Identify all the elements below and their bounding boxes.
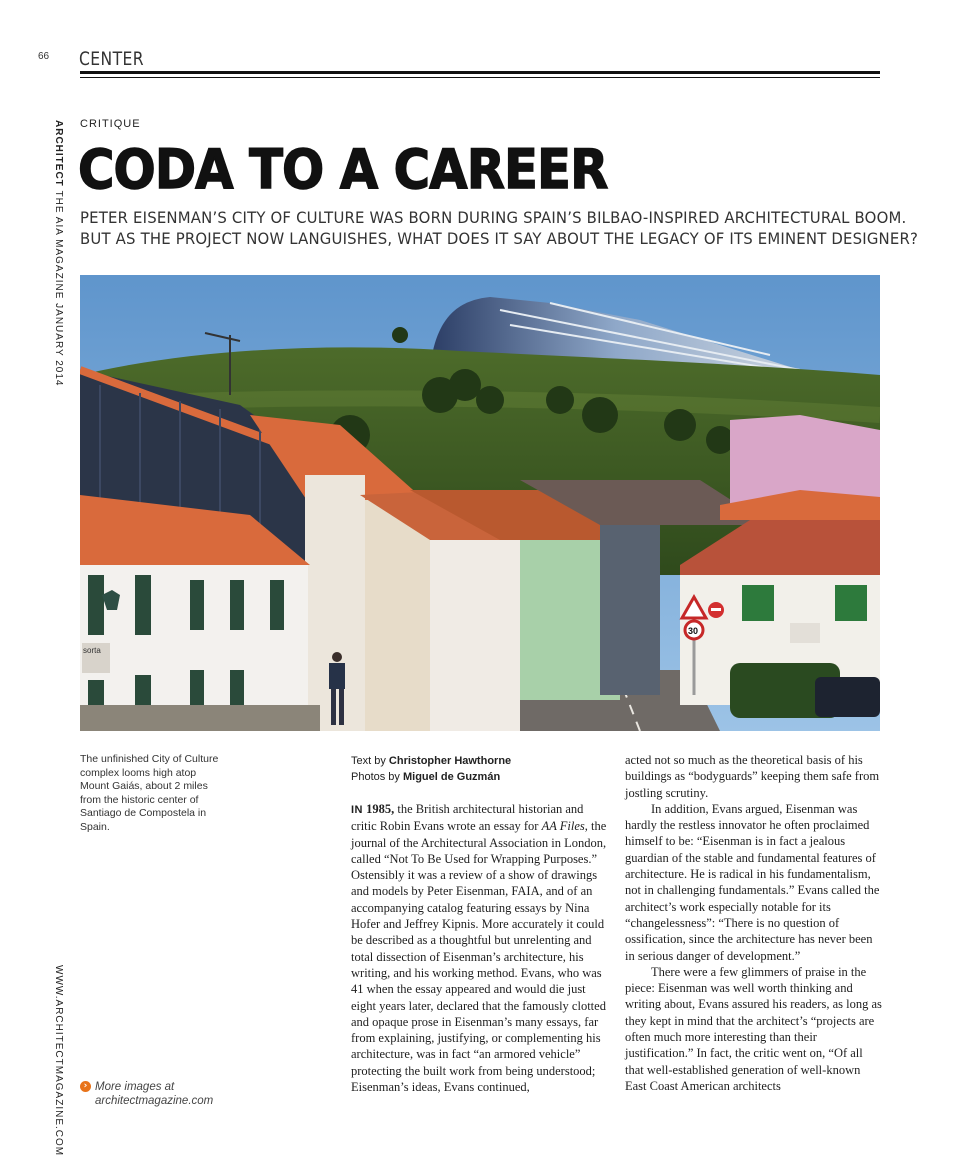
header-rule-thin (80, 77, 880, 78)
lead-year: 1985, (366, 802, 395, 816)
section-label: CENTER (79, 48, 145, 70)
magazine-name: ARCHITECT (53, 120, 64, 187)
body-para3: In addition, Evans argued, Eisenman was hardly the restless innovator he often proclaimed himself to be: “Eisenman is in fact a jealous guardian of the stable and fundamental features of architecture. He is radical in his fundamentalism, not in challenging fundamentals.” Evans called the architect’s work especially notable for its “changelessness”: “There is no question of ossification, since the architecture has never been in serious danger of development.” (625, 801, 880, 963)
body-column-2 (625, 752, 883, 1094)
speed-sign-text: 30 (688, 626, 699, 636)
deck-line-2: BUT AS THE PROJECT NOW LANGUISHES, WHAT DOES IT SAY ABOUT THE LEGACY OF ITS EMINENT DESIGNER? (80, 229, 919, 248)
arrow-right-icon: › (80, 1081, 91, 1092)
kicker: CRITIQUE (80, 118, 141, 130)
more-images-line1: More images at (95, 1081, 175, 1093)
hero-photo (80, 275, 880, 731)
more-images-line2[interactable]: architectmagazine.com (95, 1095, 214, 1107)
issue-date: JANUARY 2014 (53, 303, 64, 387)
shop-sign-text: sorta (83, 646, 101, 655)
vertical-url[interactable]: WWW.ARCHITECTMAGAZINE.COM (53, 965, 64, 1157)
headline: CODA TO A CAREER (78, 138, 608, 201)
more-images-link[interactable] (80, 1080, 213, 1108)
deck-line-1: PETER EISENMAN’S CITY OF CULTURE WAS BORN DURING SPAIN’S BILBAO-INSPIRED ARCHITECTURAL BOOM. (80, 208, 907, 227)
vertical-masthead (53, 120, 64, 387)
credits (351, 753, 511, 785)
body-para1-italic: AA Files (541, 819, 585, 834)
deck (80, 207, 919, 249)
body-para1-rest: , the journal of the Architectural Association in London, called “Not To Be Used for Wrapping Purposes.” Ostensibly it was a review of a show of drawings and models by Peter Eisenman, FAIA, and of an accompanying catalog featuring essays by Nina Hofer and Jeffrey Kipnis. More accurately it could be described as a thoughtful but unrelenting and total dissection of Eisenman’s architecture, his writing, and his working method. Evans, who was 41 when the essay appeared and would die just eight years later, declared that the famously clotted and opaque prose in Eisenman’s many essays, far from explaining, justifying, or complementing his architecture, was in fact “an armored vehicle” protecting the built work from being understood; Eisenman’s ideas, Evans continued, (351, 819, 607, 1095)
text-author: Christopher Hawthorne (388, 755, 512, 767)
magazine-subtitle: THE AIA MAGAZINE (53, 190, 64, 300)
body-para1: the British architectural historian and critic Robin Evans wrote an essay for (351, 802, 584, 834)
text-credit-label: Text by (351, 755, 386, 767)
body-para2: acted not so much as the theoretical basis of his buildings as “bodyguards” keeping them safe from jostling scrutiny. (625, 753, 880, 800)
page-number: 66 (38, 51, 50, 62)
photo-credit-label: Photos by (351, 771, 400, 783)
body-column-1 (351, 801, 609, 1095)
drop-cap: IN (351, 804, 363, 816)
body-para4: There were a few glimmers of praise in the piece: Eisenman was well worth thinking and writing about, Evans assured his readers, as long as they kept in mind that the architect’s “projects are often much more interesting than their justification.” In fact, the critic went on, “Of all that well-established generation of well-known East Coast American architects (625, 964, 882, 1093)
photo-author: Miguel de Guzmán (402, 771, 501, 783)
photo-caption: The unfinished City of Culture complex looms high atop Mount Gaiás, about 2 miles from the historic center of Santiago de Compostela in Spain. (80, 753, 219, 833)
header-rule-thick (80, 71, 880, 74)
